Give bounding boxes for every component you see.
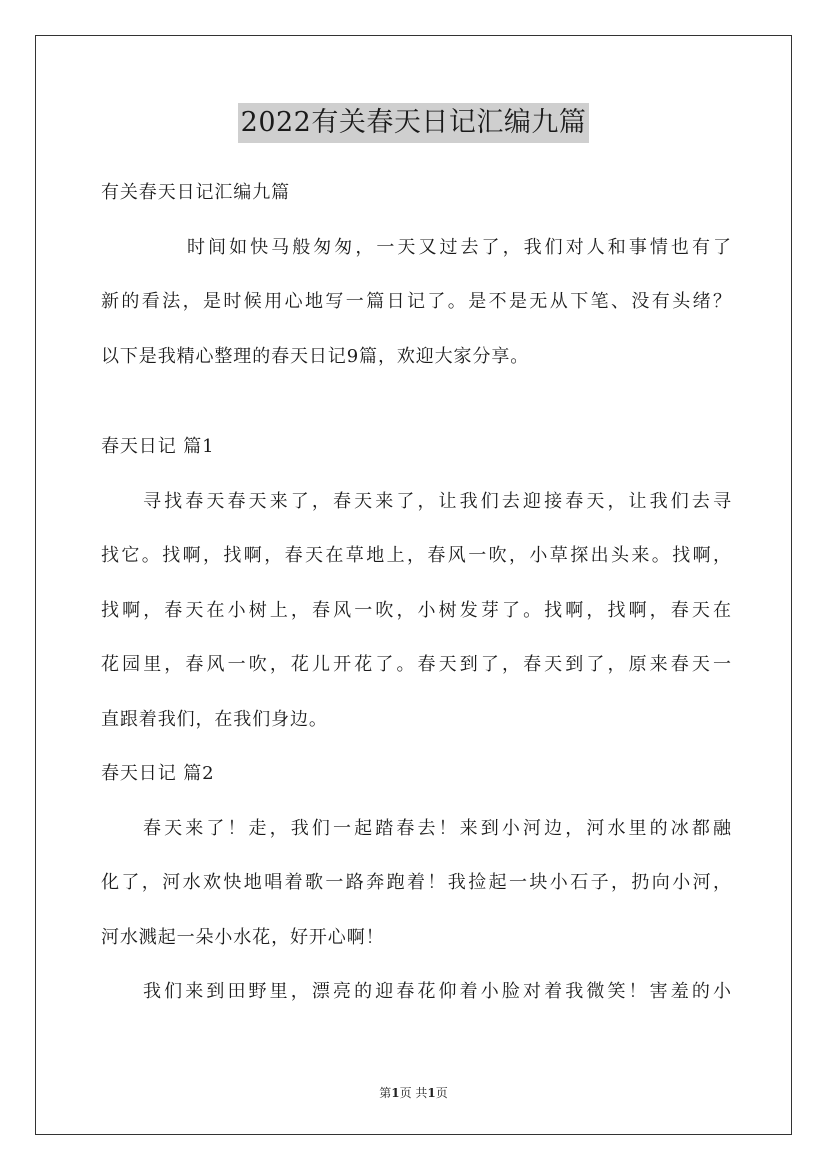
section-1-line-1: 寻找春天春天来了，春天来了，让我们去迎接春天，让我们去寻 <box>143 490 731 512</box>
title-container <box>0 103 827 143</box>
document-body <box>101 170 731 1024</box>
section-2-p1-line-2: 化了，河水欢快地唱着歌一路奔跑着！我捡起一块小石子，扔向小河， <box>101 872 731 893</box>
intro-line-3: 以下是我精心整理的春天日记9篇，欢迎大家分享。 <box>101 345 530 367</box>
intro-line-2: 新的看法，是时候用心地写一篇日记了。是不是无从下笔、没有头绪？ <box>101 291 731 312</box>
footer-page-number: 1 <box>391 1086 400 1100</box>
footer-page-suffix: 页 <box>435 1086 448 1100</box>
section-1-line-2: 找它。找啊，找啊，春天在草地上，春风一吹，小草探出头来。找啊， <box>101 545 731 566</box>
footer-page-prefix: 第 <box>379 1086 392 1100</box>
footer-total-pages: 1 <box>427 1086 436 1100</box>
section-1-heading: 春天日记 篇1 <box>101 436 215 457</box>
section-2-p1-line-1: 春天来了！走，我们一起踏春去！来到小河边，河水里的冰都融 <box>143 817 731 839</box>
section-2-p2-line-1: 我们来到田野里，漂亮的迎春花仰着小脸对着我微笑！害羞的小 <box>143 981 731 1002</box>
section-1-line-4: 花园里，春风一吹，花儿开花了。春天到了，春天到了，原来春天一 <box>101 654 731 675</box>
document-subtitle: 有关春天日记汇编九篇 <box>101 182 290 203</box>
section-2-p1-line-3: 河水溅起一朵小水花，好开心啊！ <box>101 926 385 948</box>
section-2-heading: 春天日记 篇2 <box>101 763 215 784</box>
footer-page-mid: 页 共 <box>399 1086 428 1100</box>
document-title: 2022有关春天日记汇编九篇 <box>238 103 590 143</box>
spacer <box>101 388 731 424</box>
intro-line-1: 时间如快马般匆匆，一天又过去了，我们对人和事情也有了 <box>187 236 731 258</box>
section-1-line-5: 直跟着我们，在我们身边。 <box>101 708 328 730</box>
section-1-line-3: 找啊，春天在小树上，春风一吹，小树发芽了。找啊，找啊，春天在 <box>101 599 731 621</box>
page-footer <box>0 1084 827 1101</box>
